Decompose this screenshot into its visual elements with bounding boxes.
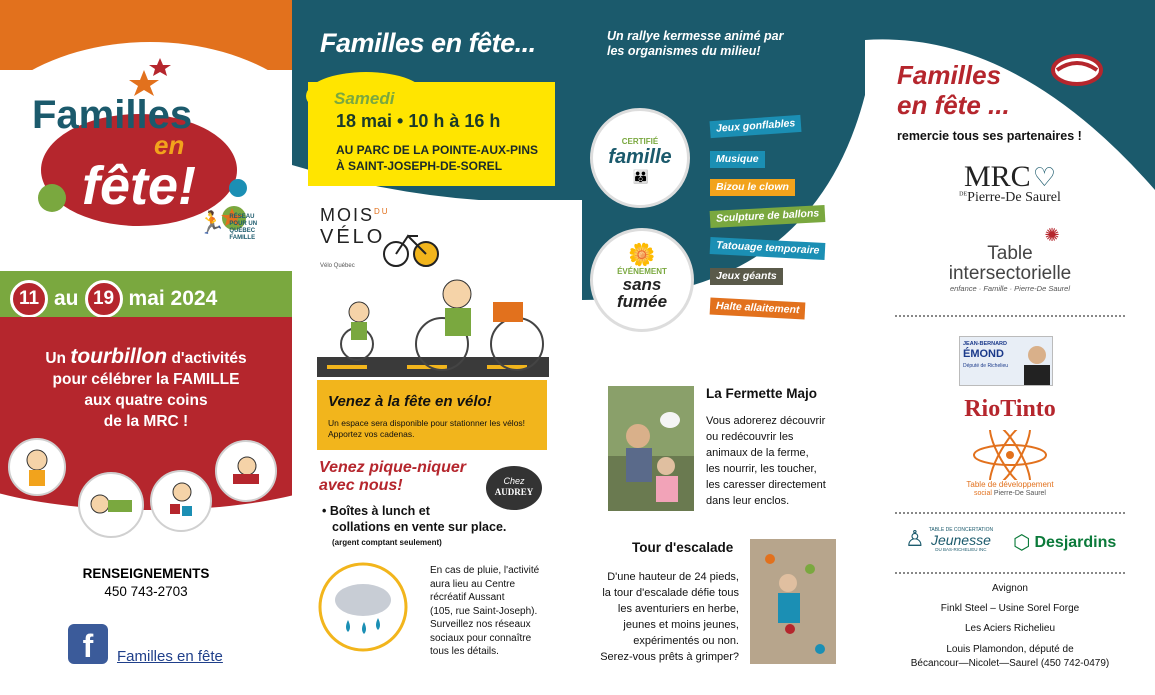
climbing-photo <box>750 539 836 664</box>
table-intersectorielle-logo <box>925 226 1095 293</box>
tds-line2: social <box>974 490 992 497</box>
separator-line <box>895 315 1125 317</box>
desjardins-text: Desjardins <box>1034 533 1117 551</box>
mrc-de: DE <box>959 191 968 198</box>
activity-tag: Jeux géants <box>710 268 783 285</box>
samedi-label: Samedi <box>334 89 395 108</box>
tagline-line3: aux quatre coins <box>84 392 208 409</box>
rain-line: En cas de pluie, l'activité <box>430 565 540 576</box>
jeunesse-line1: TABLE DE CONCERTATION <box>928 526 994 533</box>
kid-illustration-3 <box>150 470 212 532</box>
separator-line <box>895 572 1125 574</box>
reseau-label: RÉSEAU POUR UN QUÉBEC FAMILLE <box>229 214 258 241</box>
logo-word-familles: Familles <box>32 93 193 137</box>
escalade-line: D'une hauteur de 24 pieds, <box>607 571 739 583</box>
escalade-line: expérimentés ou non. <box>633 635 739 647</box>
partner-name: Les Aciers Richelieu <box>964 623 1056 634</box>
fermette-line: les caresser directement <box>706 479 826 491</box>
partner-plamondon-line1: Louis Plamondon, député de <box>946 644 1074 655</box>
jeunesse-line2: Jeunesse <box>930 531 991 548</box>
partner-name: Avignon <box>992 583 1028 594</box>
runner-icon: 🏃 <box>198 210 226 235</box>
activity-tag: Musique <box>710 151 765 168</box>
panel-event <box>292 0 582 695</box>
rain-cloud-icon <box>318 562 408 652</box>
farm-photo <box>608 386 694 511</box>
remercie-text: remercie tous ses partenaires ! <box>897 129 1082 143</box>
rain-line: tous les détails. <box>430 646 499 657</box>
rain-line: Surveillez nos réseaux <box>430 619 531 630</box>
fermette-line: dans leur enclos. <box>706 495 790 507</box>
date-start-circle: 11 <box>10 280 48 318</box>
velo-text: VÉLO <box>320 226 386 248</box>
certifie-line2: famille <box>608 146 672 168</box>
logo-word-en: en <box>154 130 185 160</box>
velo-text-block <box>328 418 525 440</box>
renseignements-title: RENSEIGNEMENTS <box>82 566 210 581</box>
piquenique-line2: avec nous! <box>319 477 403 494</box>
tds-line1: Table de développement <box>966 480 1054 489</box>
escalade-title: Tour d'escalade <box>632 540 734 555</box>
boites-text <box>322 503 506 535</box>
tagline-big: tourbillon <box>70 345 168 368</box>
boites-line2: collations en vente sur place. <box>332 520 507 534</box>
mrc-sub: Pierre-De Saurel <box>967 190 1061 205</box>
activity-tag: Halte allaitement <box>710 298 806 320</box>
renseignements <box>0 566 292 599</box>
partners-title-line1: Familles <box>897 60 1002 90</box>
boites-line1: • Boîtes à lunch et <box>322 504 430 518</box>
tds-line3: Pierre-De Saurel <box>993 490 1046 497</box>
certifie-famille-badge <box>590 108 690 208</box>
mrc-text: MRC <box>963 160 1031 193</box>
table-sub: enfance · Famille · Pierre-De Saurel <box>949 284 1071 293</box>
escalade-line: jeunes et moins jeunes, <box>623 619 739 631</box>
fermette-title: La Fermette Majo <box>706 386 818 401</box>
logo-word-fete: fête! <box>82 156 197 216</box>
table-line1: Table <box>987 243 1033 264</box>
emond-line3: Député de Richelieu <box>963 363 1009 369</box>
rain-notice <box>430 564 568 659</box>
table-line2: intersectorielle <box>948 263 1072 284</box>
mois-du-text: DU <box>374 207 390 216</box>
evenement-line3: fumée <box>616 292 668 311</box>
panel-activities <box>582 0 865 695</box>
separator-line <box>895 512 1125 514</box>
mois-text: MOIS <box>320 205 375 225</box>
sans-fumee-badge <box>590 228 694 332</box>
partners-title-line2: en fête ... <box>897 90 1010 120</box>
piquenique-title <box>319 459 466 495</box>
velo-quebec: Vélo Québec <box>320 263 355 269</box>
rallye-text <box>607 29 784 59</box>
tagline-line4: de la MRC ! <box>103 413 189 430</box>
velo-text-line1: Un espace sera disponible pour stationner les vélos! <box>328 418 526 428</box>
fermette-line: Vous adorerez découvrir <box>706 415 826 427</box>
escalade-line: les aventuriers en herbe, <box>617 603 739 615</box>
escalade-line: la tour d'escalade défie tous <box>602 587 739 599</box>
rallye-line2: les organismes du milieu! <box>607 44 761 58</box>
rain-line: (105, rue Saint-Joseph). <box>430 605 538 617</box>
evenement-line1: ÉVÉNEMENT <box>617 267 667 276</box>
velo-title: Venez à la fête en vélo! <box>328 393 492 410</box>
facebook-icon[interactable]: f <box>68 624 108 664</box>
argent-note: (argent comptant seulement) <box>332 538 442 547</box>
location-line2: À SAINT-JOSEPH-DE-SOREL <box>336 159 503 173</box>
bicycle-icon <box>382 222 442 272</box>
facebook-link[interactable]: Familles en fête <box>117 648 223 665</box>
event-date: 18 mai • 10 h à 16 h <box>336 111 501 131</box>
panel-partners <box>865 0 1155 695</box>
mrc-logo <box>935 160 1085 206</box>
emond-line2: ÉMOND <box>963 348 1004 360</box>
tagline-line2: pour célébrer la FAMILLE <box>52 371 240 388</box>
tds-logo <box>945 430 1075 498</box>
tagline <box>0 346 292 432</box>
activity-tag: Jeux gonflables <box>710 115 802 138</box>
tagline-pre: Un <box>45 350 67 367</box>
leaf-logo-icon <box>1049 48 1109 92</box>
rain-line: aura lieu au Centre <box>430 578 516 590</box>
person-icon: ♙ <box>905 526 925 551</box>
kid-illustration-1 <box>8 438 66 496</box>
portrait-photo <box>1022 341 1052 386</box>
kid-illustration-2 <box>78 472 144 538</box>
family-biking-illustration <box>317 272 549 382</box>
kid-illustration-4 <box>215 440 277 502</box>
daisy-icon: 🌼 <box>628 242 656 267</box>
evenement-line2: sans <box>622 275 662 294</box>
emond-line1: JEAN-BERNARD <box>963 341 1008 347</box>
fermette-text <box>706 413 826 509</box>
velo-text-line2: Apportez vos cadenas. <box>328 429 415 439</box>
audrey-line2: AUDREY <box>494 487 534 497</box>
atom-icon <box>970 430 1050 480</box>
fermette-line: animaux de la ferme, <box>706 447 809 459</box>
partner-plamondon-line2: Bécancour—Nicolet—Saurel (450 742-0479) <box>910 658 1110 669</box>
activity-tag: Bizou le clown <box>710 179 795 196</box>
colorful-dots-icon: ✺ <box>1044 225 1056 245</box>
certifie-line1: CERTIFIÉ <box>621 137 659 146</box>
activity-tag: Sculpture de ballons <box>710 205 826 228</box>
family-icon: 👪 <box>632 169 648 184</box>
phone-number: 450 743-2703 <box>104 584 188 599</box>
partner-name: Finkl Steel – Usine Sorel Forge <box>940 603 1080 614</box>
location-line1: AU PARC DE LA POINTE-AUX-PINS <box>336 143 539 157</box>
jeunesse-line3: DU BAS-RICHELIEU INC <box>935 546 987 552</box>
date-month: mai 2024 <box>128 287 218 310</box>
activity-tag: Tatouage temporaire <box>710 237 826 260</box>
panel2-title: Familles en fête... <box>320 28 536 58</box>
rain-line: sociaux pour connaître <box>430 632 532 644</box>
fermette-line: ou redécouvrir les <box>706 431 794 443</box>
heart-location-icon: ♡ <box>1032 161 1056 192</box>
jeunesse-logo <box>905 526 1005 552</box>
escalade-text <box>587 569 739 665</box>
panel-cover <box>0 0 292 695</box>
event-location <box>336 142 538 174</box>
escalade-line: Serez-vous prêts à grimper? <box>600 651 739 663</box>
riotinto-logo: RioTinto <box>964 396 1056 422</box>
date-range <box>10 280 217 318</box>
date-end-circle: 19 <box>85 280 123 318</box>
rallye-line1: Un rallye kermesse animé par <box>607 29 784 43</box>
partners-title <box>897 60 1010 120</box>
date-au: au <box>54 287 79 310</box>
audrey-line1: Chez <box>503 476 525 486</box>
emond-banner <box>959 336 1053 386</box>
rain-line: récréatif Aussant <box>430 592 505 603</box>
fermette-line: les nourrir, les toucher, <box>706 463 817 475</box>
hexagon-icon: ⬡ <box>1013 532 1031 554</box>
tagline-post: d'activités <box>171 350 247 367</box>
piquenique-line1: Venez pique-niquer <box>319 459 466 476</box>
reseau-logo <box>198 210 258 242</box>
desjardins-logo <box>1013 530 1116 555</box>
